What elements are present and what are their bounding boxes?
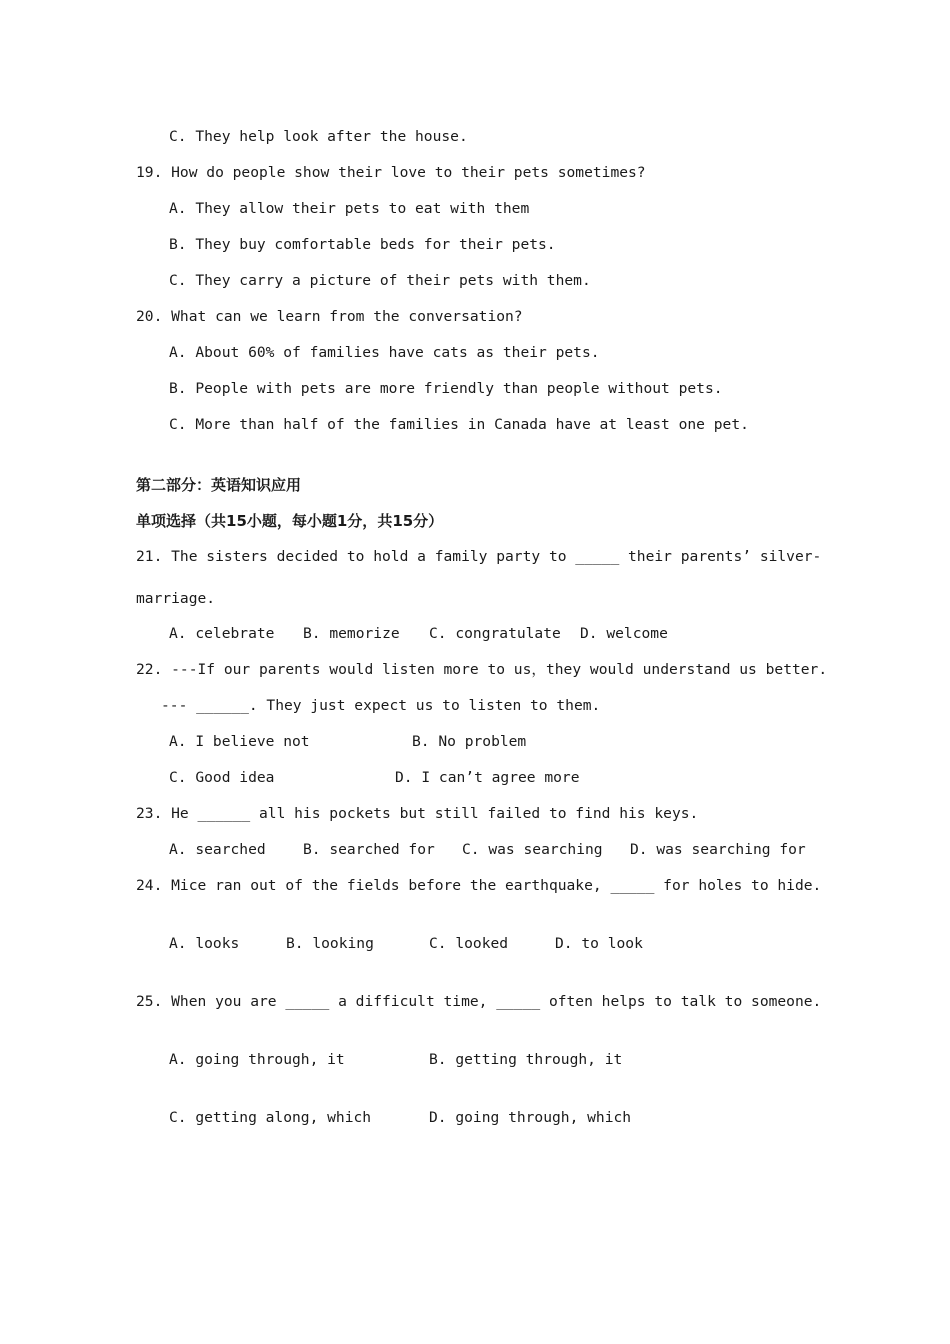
q21-option-c: C. congratulate <box>429 625 561 642</box>
q24-option-b: B. looking <box>286 935 374 952</box>
q24-option-a: A. looks <box>169 935 240 952</box>
q23-option-a: A. searched <box>169 841 266 858</box>
q22-option-b: B. No problem <box>412 733 527 750</box>
q25-stem: 25. When you are _____ a difficult time, _____ often helps to talk to someone. <box>136 993 822 1010</box>
q22-option-d: D. I can’t agree more <box>395 769 580 786</box>
q23-option-b: B. searched for <box>303 841 435 858</box>
q21-stem-line1: 21. The sisters decided to hold a family party to _____ their parents’ silver- <box>136 548 822 565</box>
q23-stem: 23. He ______ all his pockets but still failed to find his keys. <box>136 805 699 822</box>
q25-option-c: C. getting along, which <box>169 1109 372 1126</box>
q21-option-d: D. welcome <box>580 625 668 642</box>
q21-option-b: B. memorize <box>303 625 400 642</box>
q22-stem-line2: --- ______. They just expect us to listen to them. <box>161 697 601 714</box>
q25-option-d: D. going through, which <box>429 1109 632 1126</box>
q25-option-a: A. going through, it <box>169 1051 345 1068</box>
q23-option-d: D. was searching for <box>630 841 806 858</box>
q19-option-c: C. They carry a picture of their pets with them. <box>169 272 591 289</box>
q24-option-d: D. to look <box>555 935 643 952</box>
q21-stem-line2: marriage. <box>136 590 216 607</box>
q19-option-a: A. They allow their pets to eat with them <box>169 200 530 217</box>
q22-option-c: C. Good idea <box>169 769 275 786</box>
q24-stem: 24. Mice ran out of the fields before the earthquake, _____ for holes to hide. <box>136 877 822 894</box>
q25-option-b: B. getting through, it <box>429 1051 623 1068</box>
q23-option-c: C. was searching <box>462 841 603 858</box>
q21-option-a: A. celebrate <box>169 625 275 642</box>
q22-option-a: A. I believe not <box>169 733 310 750</box>
part2-title: 第二部分：英语知识应用 <box>136 476 302 494</box>
q20-stem: 20. What can we learn from the conversation? <box>136 308 523 325</box>
q20-option-c: C. More than half of the families in Canada have at least one pet. <box>169 416 749 433</box>
q18-option-c: C. They help look after the house. <box>169 128 468 145</box>
q20-option-b: B. People with pets are more friendly than people without pets. <box>169 380 723 397</box>
q19-stem: 19. How do people show their love to their pets sometimes? <box>136 164 646 181</box>
part2-subtitle: 单项选择（共15小题，每小题1分，共15分） <box>136 512 444 530</box>
q20-option-a: A. About 60% of families have cats as their pets. <box>169 344 600 361</box>
q24-option-c: C. looked <box>429 935 509 952</box>
q19-option-b: B. They buy comfortable beds for their pets. <box>169 236 556 253</box>
q22-stem-line1: 22. ---If our parents would listen more to us，they would understand us better. <box>136 661 828 678</box>
